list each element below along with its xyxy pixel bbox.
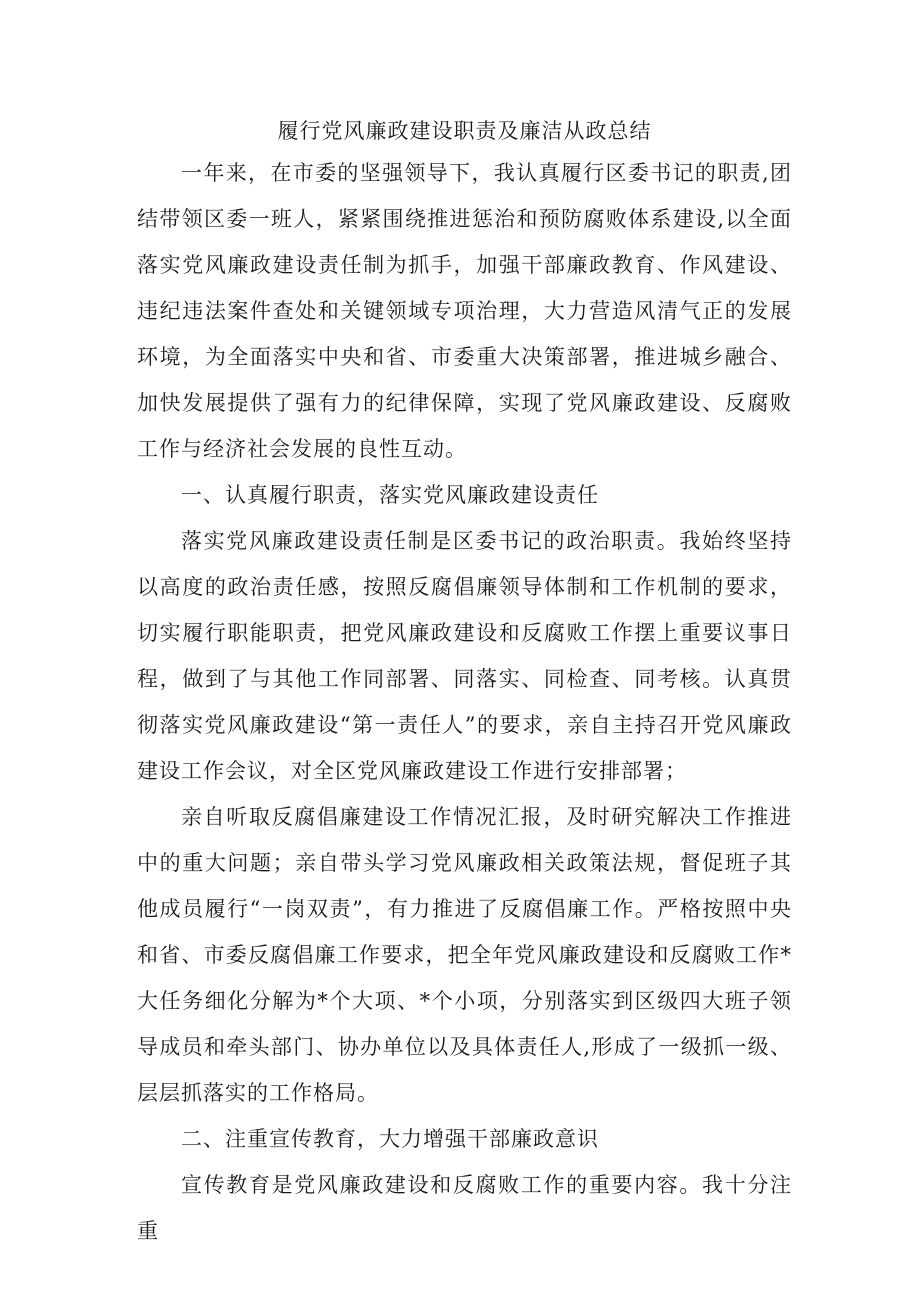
document-title: 履行党风廉政建设职责及廉洁从政总结 — [277, 119, 652, 143]
paragraph-intro: 一年来，在市委的坚强领导下，我认真履行区委书记的职责,团结带领区委一班人，紧紧围绕推进惩治和预防腐败体系建设,以全面落实党风廉政建设责任制为抓手，加强干部廉政教育、作风建设、违纪违法案件查处和关键领域专项治理，大力营造风清气正的发展环境，为全面落实中央和省、市委重大决策部署，推进城乡融合、加快发展提供了强有力的纪律保障，实现了党风廉政建设、反腐败工作与经济社会发展的良性互动。 — [137, 161, 792, 461]
section-heading-2: 二、注重宣传教育，大力增强干部廉政意识 — [181, 1127, 599, 1151]
document-body — [137, 112, 792, 1254]
paragraph-section-1-a: 落实党风廉政建设责任制是区委书记的政治职责。我始终坚持以高度的政治责任感，按照反腐倡廉领导体制和工作机制的要求，切实履行职能职责，把党风廉政建设和反腐败工作摆上重要议事日程，做到了与其他工作同部署、同落实、同检查、同考核。认真贯彻落实党风廉政建设“第一责任人”的要求，亲自主持召开党风廉政建设工作会议，对全区党风廉政建设工作进行安排部署； — [137, 529, 792, 783]
paragraph-section-1-b: 亲自听取反腐倡廉建设工作情况汇报，及时研究解决工作推进中的重大问题；亲自带头学习党风廉政相关政策法规，督促班子其他成员履行“一岗双责”，有力推进了反腐倡廉工作。严格按照中央和省、市委反腐倡廉工作要求，把全年党风廉政建设和反腐败工作*大任务细化分解为*个大项、*个小项，分别落实到区级四大班子领导成员和牵头部门、协办单位以及具体责任人,形成了一级抓一级、层层抓落实的工作格局。 — [137, 805, 792, 1105]
section-heading-1: 一、认真履行职责，落实党风廉政建设责任 — [181, 483, 599, 507]
paragraph-section-2-a: 宣传教育是党风廉政建设和反腐败工作的重要内容。我十分注重 — [137, 1173, 792, 1243]
